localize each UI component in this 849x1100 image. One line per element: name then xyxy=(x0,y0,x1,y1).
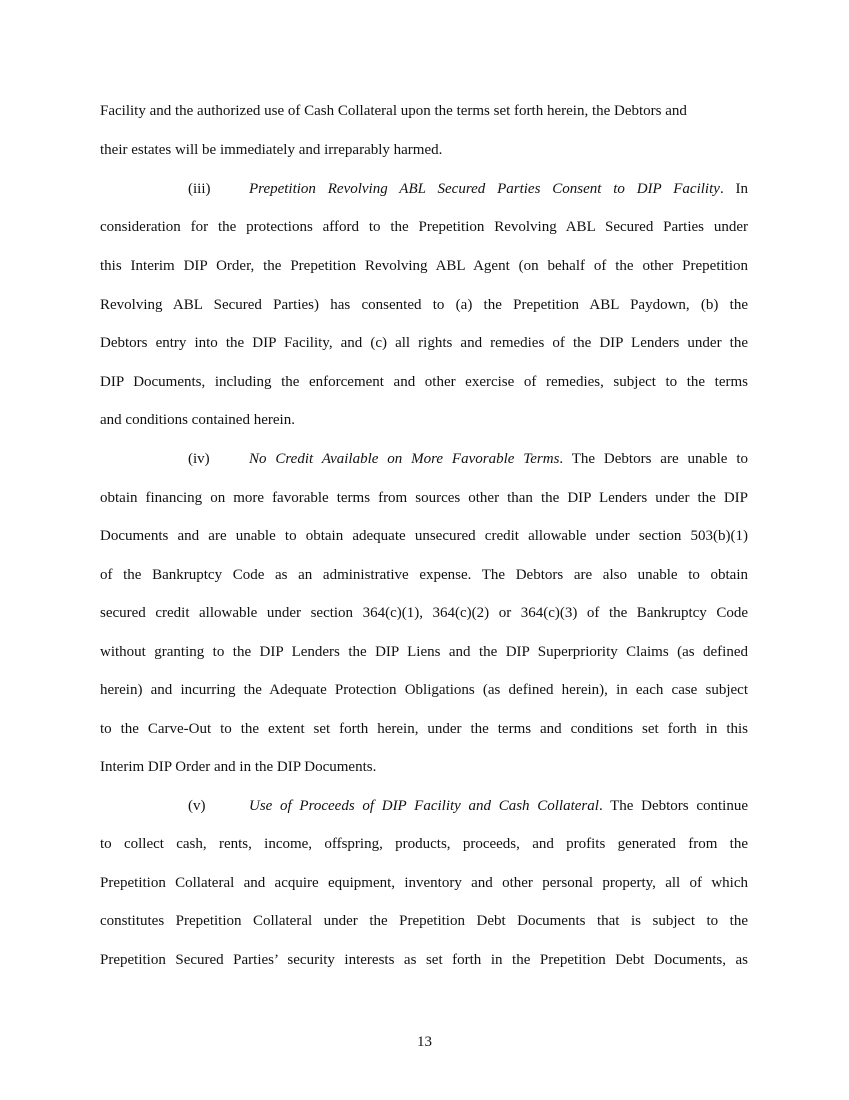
section-number: (v) xyxy=(188,798,206,814)
body-line: and conditions contained herein. xyxy=(100,412,295,428)
body-line: to collect cash, rents, income, offspring, products, proceeds, and profits generated from the xyxy=(100,836,748,852)
body-line: Prepetition Secured Parties’ security interests as set forth in the Prepetition Debt Documents, as xyxy=(100,952,748,968)
section-heading: Prepetition Revolving ABL Secured Parties Consent to DIP Facility xyxy=(249,181,720,197)
body-line: to the Carve-Out to the extent set forth herein, under the terms and conditions set forth in this xyxy=(100,721,748,737)
body-line: this Interim DIP Order, the Prepetition Revolving ABL Agent (on behalf of the other Prepetition xyxy=(100,258,748,274)
body-line: Prepetition Collateral and acquire equipment, inventory and other personal property, all of which xyxy=(100,875,748,891)
body-line: Debtors entry into the DIP Facility, and (c) all rights and remedies of the DIP Lenders under the xyxy=(100,335,748,351)
page-number: 13 xyxy=(417,1034,432,1050)
body-line: Revolving ABL Secured Parties) has consented to (a) the Prepetition ABL Paydown, (b) the xyxy=(100,297,748,313)
body-line: of the Bankruptcy Code as an administrative expense. The Debtors are also unable to obtain xyxy=(100,567,748,583)
section-number: (iii) xyxy=(188,181,211,197)
body-line: secured credit allowable under section 364(c)(1), 364(c)(2) or 364(c)(3) of the Bankruptcy Code xyxy=(100,605,748,621)
section-number: (iv) xyxy=(188,451,210,467)
body-line: Interim DIP Order and in the DIP Documents. xyxy=(100,759,377,775)
section-heading: Use of Proceeds of DIP Facility and Cash Collateral xyxy=(249,798,599,814)
body-line: Documents and are unable to obtain adequate unsecured credit allowable under section 503(b)(1) xyxy=(100,528,748,544)
body-line: Facility and the authorized use of Cash Collateral upon the terms set forth herein, the Debtors and xyxy=(100,103,687,119)
body-line: constitutes Prepetition Collateral under the Prepetition Debt Documents that is subject to the xyxy=(100,913,748,929)
body-line: without granting to the DIP Lenders the DIP Liens and the DIP Superpriority Claims (as defined xyxy=(100,644,748,660)
section-heading-line xyxy=(188,449,748,469)
body-line: consideration for the protections afford to the Prepetition Revolving ABL Secured Parties under xyxy=(100,219,748,235)
body-line: herein) and incurring the Adequate Protection Obligations (as defined herein), in each case subject xyxy=(100,682,748,698)
section-heading-line xyxy=(188,179,748,199)
body-line: obtain financing on more favorable terms from sources other than the DIP Lenders under the DIP xyxy=(100,490,748,506)
body-line: DIP Documents, including the enforcement and other exercise of remedies, subject to the terms xyxy=(100,374,748,390)
section-heading-rest: . The Debtors are unable to xyxy=(559,451,748,467)
section-heading: No Credit Available on More Favorable Terms xyxy=(249,451,560,467)
body-line: their estates will be immediately and irreparably harmed. xyxy=(100,142,443,158)
section-heading-rest: . In xyxy=(719,181,749,197)
section-heading-line xyxy=(188,796,748,816)
section-heading-rest: . The Debtors continue xyxy=(598,798,748,814)
